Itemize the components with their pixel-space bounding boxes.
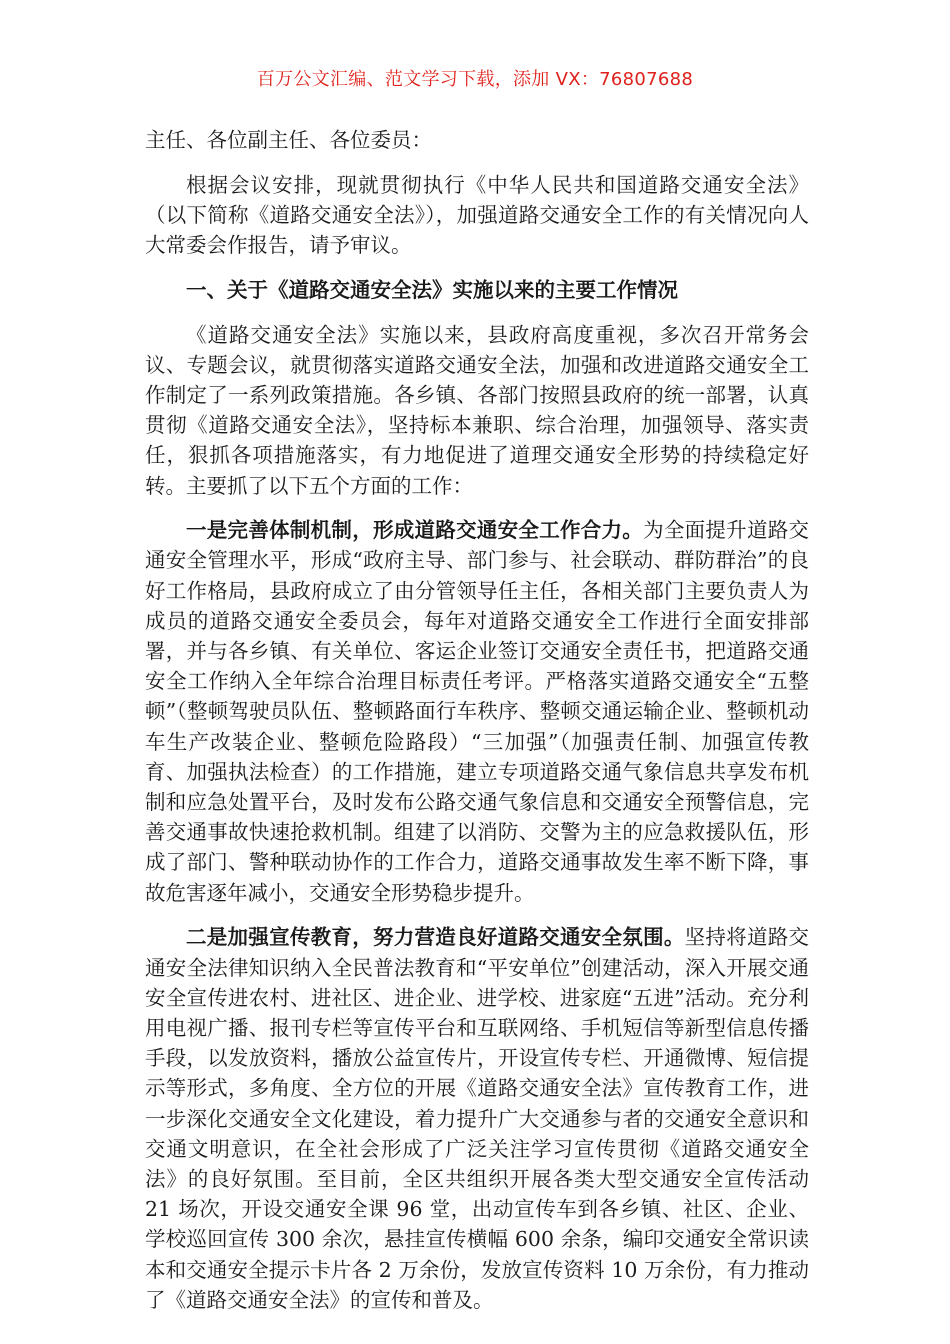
- point-two-paragraph: [145, 922, 809, 1315]
- point-one-paragraph: [145, 515, 809, 908]
- intro-paragraph: 根据会议安排，现就贯彻执行《中华人民共和国道路交通安全法》（以下简称《道路交通安全法》），加强道路交通安全工作的有关情况向人大常委会作报告，请予审议。: [145, 172, 809, 258]
- section-heading: 一、关于《道路交通安全法》实施以来的主要工作情况: [186, 277, 678, 302]
- salutation: 主任、各位副主任、各位委员：: [145, 128, 432, 152]
- point-one-body: 为全面提升道路交通安全管理水平，形成“政府主导、部门参与、社会联动、群防群治”的良好工作格局，县政府成立了由分管领导任主任，各相关部门主要负责人为成员的道路交通安全委员会，每年对道路交通安全工作进行全面安排部署，并与各乡镇、有关单位、客运企业签订交通安全责任书，把道路交通安全工作纳入全年综合治理目标责任考评。严格落实道路交通安全“五整顿”（整顿驾驶员队伍、整顿路面行车秩序、整顿交通运输企业、整顿机动车生产改装企业、整顿危险路段）“三加强”（加强责任制、加强宣传教育、加强执法检查）的工作措施，建立专项道路交通气象信息共享发布机制和应急处置平台，及时发布公路交通气象信息和交通安全预警信息，完善交通事故快速抢救机制。组建了以消防、交警为主的应急救援队伍，形成了部门、警种联动协作的工作合力，道路交通事故发生率不断下降，事故危害逐年减小，交通安全形势稳步提升。: [145, 518, 810, 905]
- point-two-body: 坚持将道路交通安全法律知识纳入全民普法教育和“平安单位”创建活动，深入开展交通安全宣传进农村、进社区、进企业、进学校、进家庭“五进”活动。充分利用电视广播、报刊专栏等宣传平台和互联网络、手机短信等新型信息传播手段，以发放资料，播放公益宣传片，开设宣传专栏、开通微博、短信提示等形式，多角度、全方位的开展《道路交通安全法》宣传教育工作，进一步深化交通安全文化建设，着力提升广大交通参与者的交通安全意识和交通文明意识，在全社会形成了广泛关注学习宣传贯彻《道路交通安全法》的良好氛围。至目前，全区共组织开展各类大型交通安全宣传活动 21 场次，开设交通安全课 96 堂，出动宣传车到各乡镇、社区、企业、学校巡回宣传 300 余次，悬挂宣传横幅 600 余条，编印交通安全常识读本和交通安全提示卡片各 2 万余份，发放宣传资料 10 万余份，有力推动了《道路交通安全法》的宣传和普及。: [145, 925, 810, 1312]
- document-body: [145, 125, 809, 1330]
- header-watermark-note: 百万公文汇编、范文学习下载，添加 VX：76807688: [256, 69, 694, 90]
- point-two-lead: 二是加强宣传教育，努力营造良好道路交通安全氛围。: [186, 925, 685, 950]
- section-paragraph: 《道路交通安全法》实施以来，县政府高度重视，多次召开常务会议、专题会议，就贯彻落实道路交通安全法，加强和改进道路交通安全工作制定了一系列政策措施。各乡镇、各部门按照县政府的统一部署，认真贯彻《道路交通安全法》，坚持标本兼职、综合治理，加强领导、落实责任，狠抓各项措施落实，有力地促进了道理交通安全形势的持续稳定好转。主要抓了以下五个方面的工作：: [145, 322, 809, 498]
- point-one-lead: 一是完善体制机制，形成道路交通安全工作合力。: [186, 518, 644, 543]
